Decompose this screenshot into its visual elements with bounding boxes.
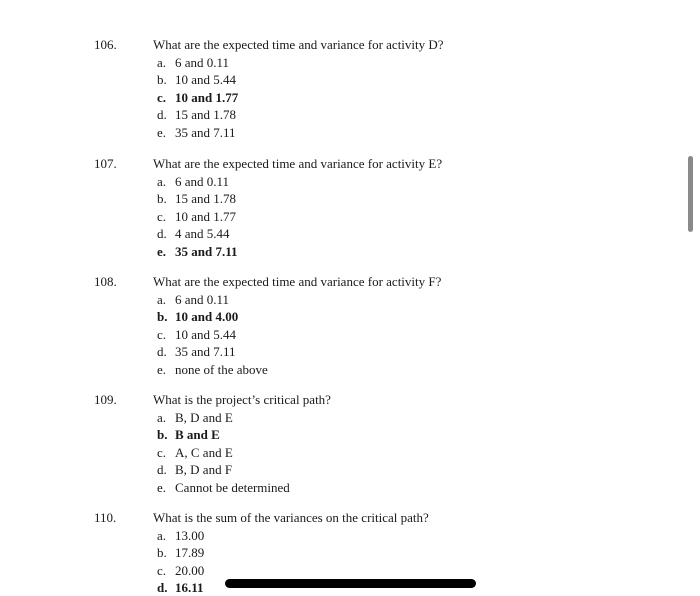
answer-option-b: b. 17.89 xyxy=(157,545,205,560)
answer-options xyxy=(157,527,204,596)
question-number: 109. xyxy=(94,392,117,407)
answer-options xyxy=(157,54,238,142)
answer-option-d: d. 15 and 1.78 xyxy=(157,107,237,122)
answer-option-c-bold: c. 10 and 1.77 xyxy=(157,89,239,105)
answer-option-d: d. B, D and F xyxy=(157,462,233,477)
answer-option-a: a. 13.00 xyxy=(157,527,205,543)
answer-option-b: b. 10 and 5.44 xyxy=(157,72,237,87)
answer-option-c: c. 20.00 xyxy=(157,562,205,578)
answer-option-a: a. 6 and 0.11 xyxy=(157,291,230,307)
answer-option-d-bold: d. 16.11 xyxy=(157,580,204,595)
answer-option-e: e. Cannot be determined xyxy=(157,479,290,495)
answer-option-e: e. 35 and 7.11 xyxy=(157,124,236,140)
answer-option-b-bold: b. B and E xyxy=(157,427,220,442)
answer-option-d: d. 35 and 7.11 xyxy=(157,344,236,359)
answer-options xyxy=(157,291,268,379)
answer-option-e-bold: e. 35 and 7.11 xyxy=(157,243,238,259)
answer-option-c: c. A, C and E xyxy=(157,444,233,460)
answer-option-e: e. none of the above xyxy=(157,361,268,377)
answer-option-b-bold: b. 10 and 4.00 xyxy=(157,309,239,324)
question-number: 107. xyxy=(94,156,117,171)
question-text: What are the expected time and variance for activity E? xyxy=(153,156,443,171)
scrollbar-thumb[interactable] xyxy=(688,156,693,232)
answer-option-c: c. 10 and 1.77 xyxy=(157,208,237,224)
question-number: 106. xyxy=(94,37,117,52)
question-number: 110. xyxy=(94,510,117,525)
answer-options xyxy=(157,173,238,261)
question-text: What is the sum of the variances on the critical path? xyxy=(153,510,429,525)
answer-options xyxy=(157,409,290,497)
question-text: What is the project’s critical path? xyxy=(153,392,331,407)
question-number: 108. xyxy=(94,274,117,289)
answer-option-c: c. 10 and 5.44 xyxy=(157,326,237,342)
question-text: What are the expected time and variance for activity F? xyxy=(153,274,442,289)
answer-option-a: a. 6 and 0.11 xyxy=(157,54,230,70)
redaction-bar xyxy=(225,579,476,588)
answer-option-b: b. 15 and 1.78 xyxy=(157,191,237,206)
question-text: What are the expected time and variance for activity D? xyxy=(153,37,444,52)
answer-option-a: a. 6 and 0.11 xyxy=(157,173,230,189)
answer-option-d: d. 4 and 5.44 xyxy=(157,226,230,241)
answer-option-a: a. B, D and E xyxy=(157,409,233,425)
